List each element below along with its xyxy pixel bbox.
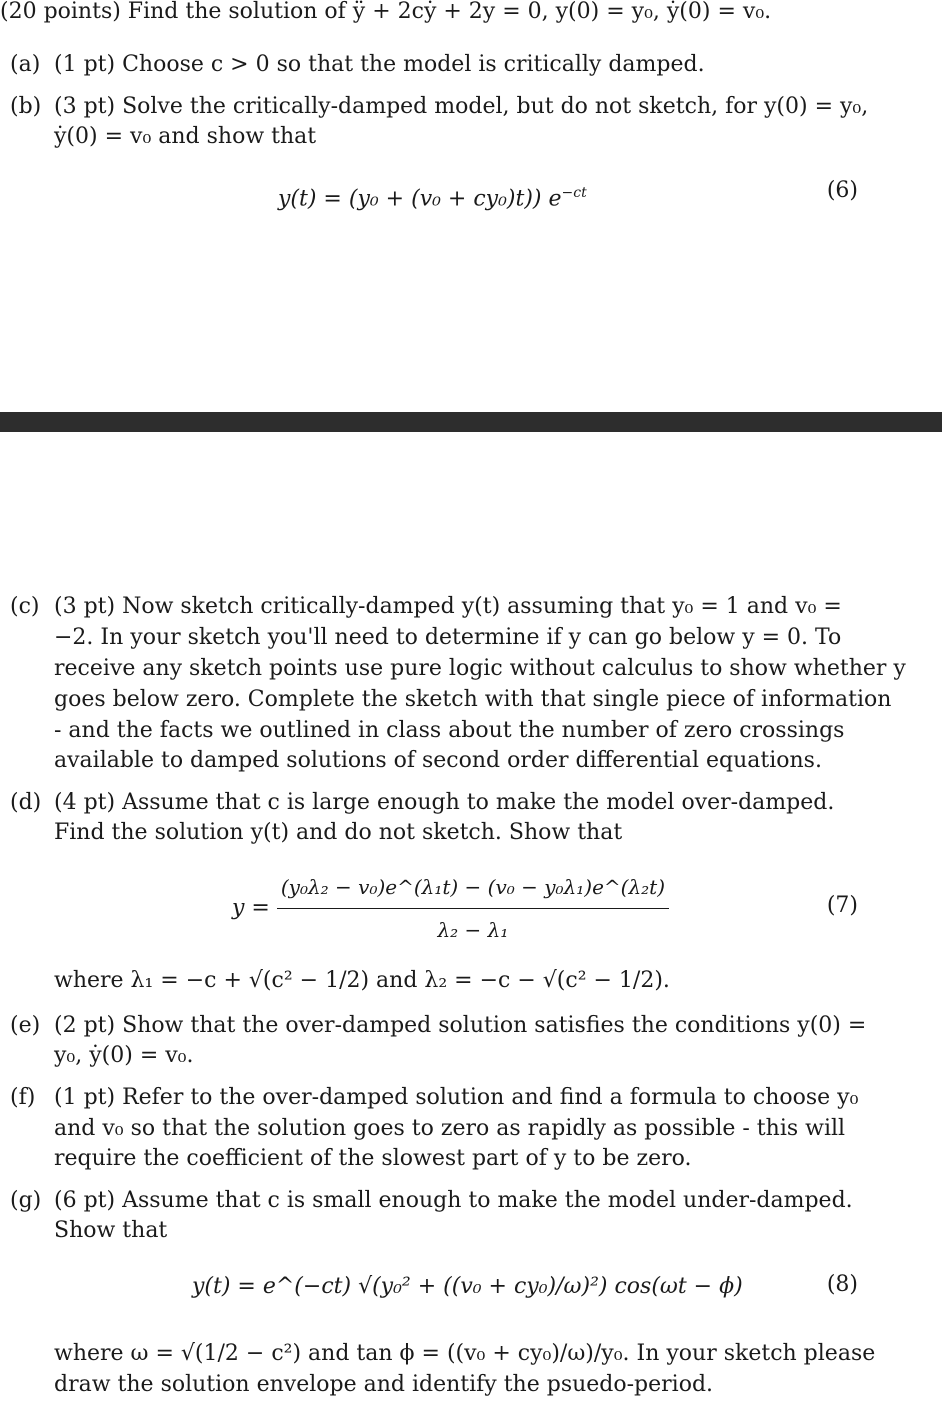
part-a-text: (1 pt) Choose c > 0 so that the model is critically damped. (54, 52, 705, 77)
part-a-label: (a) (10, 52, 41, 77)
equation-7-numerator: (y₀λ₂ − v₀)e^(λ₁t) − (v₀ − y₀λ₁)e^(λ₂t) (277, 870, 669, 909)
part-c-text-2: −2. In your sketch you'll need to determine if y can go below y = 0. To (54, 625, 842, 650)
part-f-text-2: and v₀ so that the solution goes to zero as rapidly as possible - this will (54, 1116, 846, 1141)
part-e-label: (e) (10, 1013, 41, 1038)
equation-6-body: y(t) = (y₀ + (v₀ + cy₀)t)) e (278, 186, 562, 212)
problem-header: (20 points) Find the solution of ÿ + 2cẏ + 2y = 0, y(0) = y₀, ẏ(0) = v₀. (0, 0, 772, 24)
part-e-text-2: y₀, ẏ(0) = v₀. (54, 1043, 194, 1068)
equation-7 (232, 870, 669, 947)
part-g-where-2: draw the solution envelope and identify the psuedo-period. (54, 1372, 714, 1397)
part-c-text-1: (3 pt) Now sketch critically-damped y(t) assuming that y₀ = 1 and v₀ = (54, 594, 842, 619)
part-g-where-1: where ω = √(1/2 − c²) and tan ϕ = ((v₀ + cy₀)/ω)/y₀. In your sketch please (54, 1341, 876, 1366)
part-c-text-3: receive any sketch points use pure logic without calculus to show whether y (54, 656, 906, 681)
part-b-text-2: ẏ(0) = v₀ and show that (54, 124, 317, 149)
part-c-label: (c) (10, 594, 40, 619)
equation-7-denominator: λ₂ − λ₁ (437, 918, 509, 942)
part-d-where: where λ₁ = −c + √(c² − 1/2) and λ₂ = −c − √(c² − 1/2). (54, 968, 670, 993)
part-b-text-1: (3 pt) Solve the critically-damped model, but do not sketch, for y(0) = y₀, (54, 94, 869, 119)
part-c-text-4: goes below zero. Complete the sketch with that single piece of information (54, 687, 892, 712)
part-d-text-2: Find the solution y(t) and do not sketch. Show that (54, 820, 623, 845)
equation-7-lhs: y = (232, 895, 270, 921)
part-f-text-3: require the coefficient of the slowest part of y to be zero. (54, 1146, 692, 1171)
equation-8-number: (8) (826, 1272, 858, 1297)
part-g-label: (g) (10, 1188, 42, 1213)
part-g-text-2: Show that (54, 1218, 168, 1243)
equation-7-number: (7) (826, 893, 858, 918)
equation-6-number: (6) (826, 178, 858, 203)
equation-7-fraction (277, 870, 669, 947)
equation-6-exponent: −ct (561, 185, 587, 201)
part-g-text-1: (6 pt) Assume that c is small enough to make the model under-damped. (54, 1188, 853, 1213)
part-c-text-5: - and the facts we outlined in class about the number of zero crossings (54, 718, 845, 743)
page-divider (0, 412, 942, 432)
equation-8: y(t) = e^(−ct) √(y₀² + ((v₀ + cy₀)/ω)²) cos(ωt − ϕ) (192, 1274, 743, 1299)
part-d-text-1: (4 pt) Assume that c is large enough to make the model over-damped. (54, 790, 835, 815)
part-c-text-6: available to damped solutions of second order differential equations. (54, 748, 822, 773)
part-f-label: (f) (10, 1085, 36, 1110)
part-d-label: (d) (10, 790, 42, 815)
part-e-text-1: (2 pt) Show that the over-damped solution satisfies the conditions y(0) = (54, 1013, 867, 1038)
equation-6 (278, 176, 587, 216)
part-b-label: (b) (10, 94, 42, 119)
part-f-text-1: (1 pt) Refer to the over-damped solution and find a formula to choose y₀ (54, 1085, 859, 1110)
